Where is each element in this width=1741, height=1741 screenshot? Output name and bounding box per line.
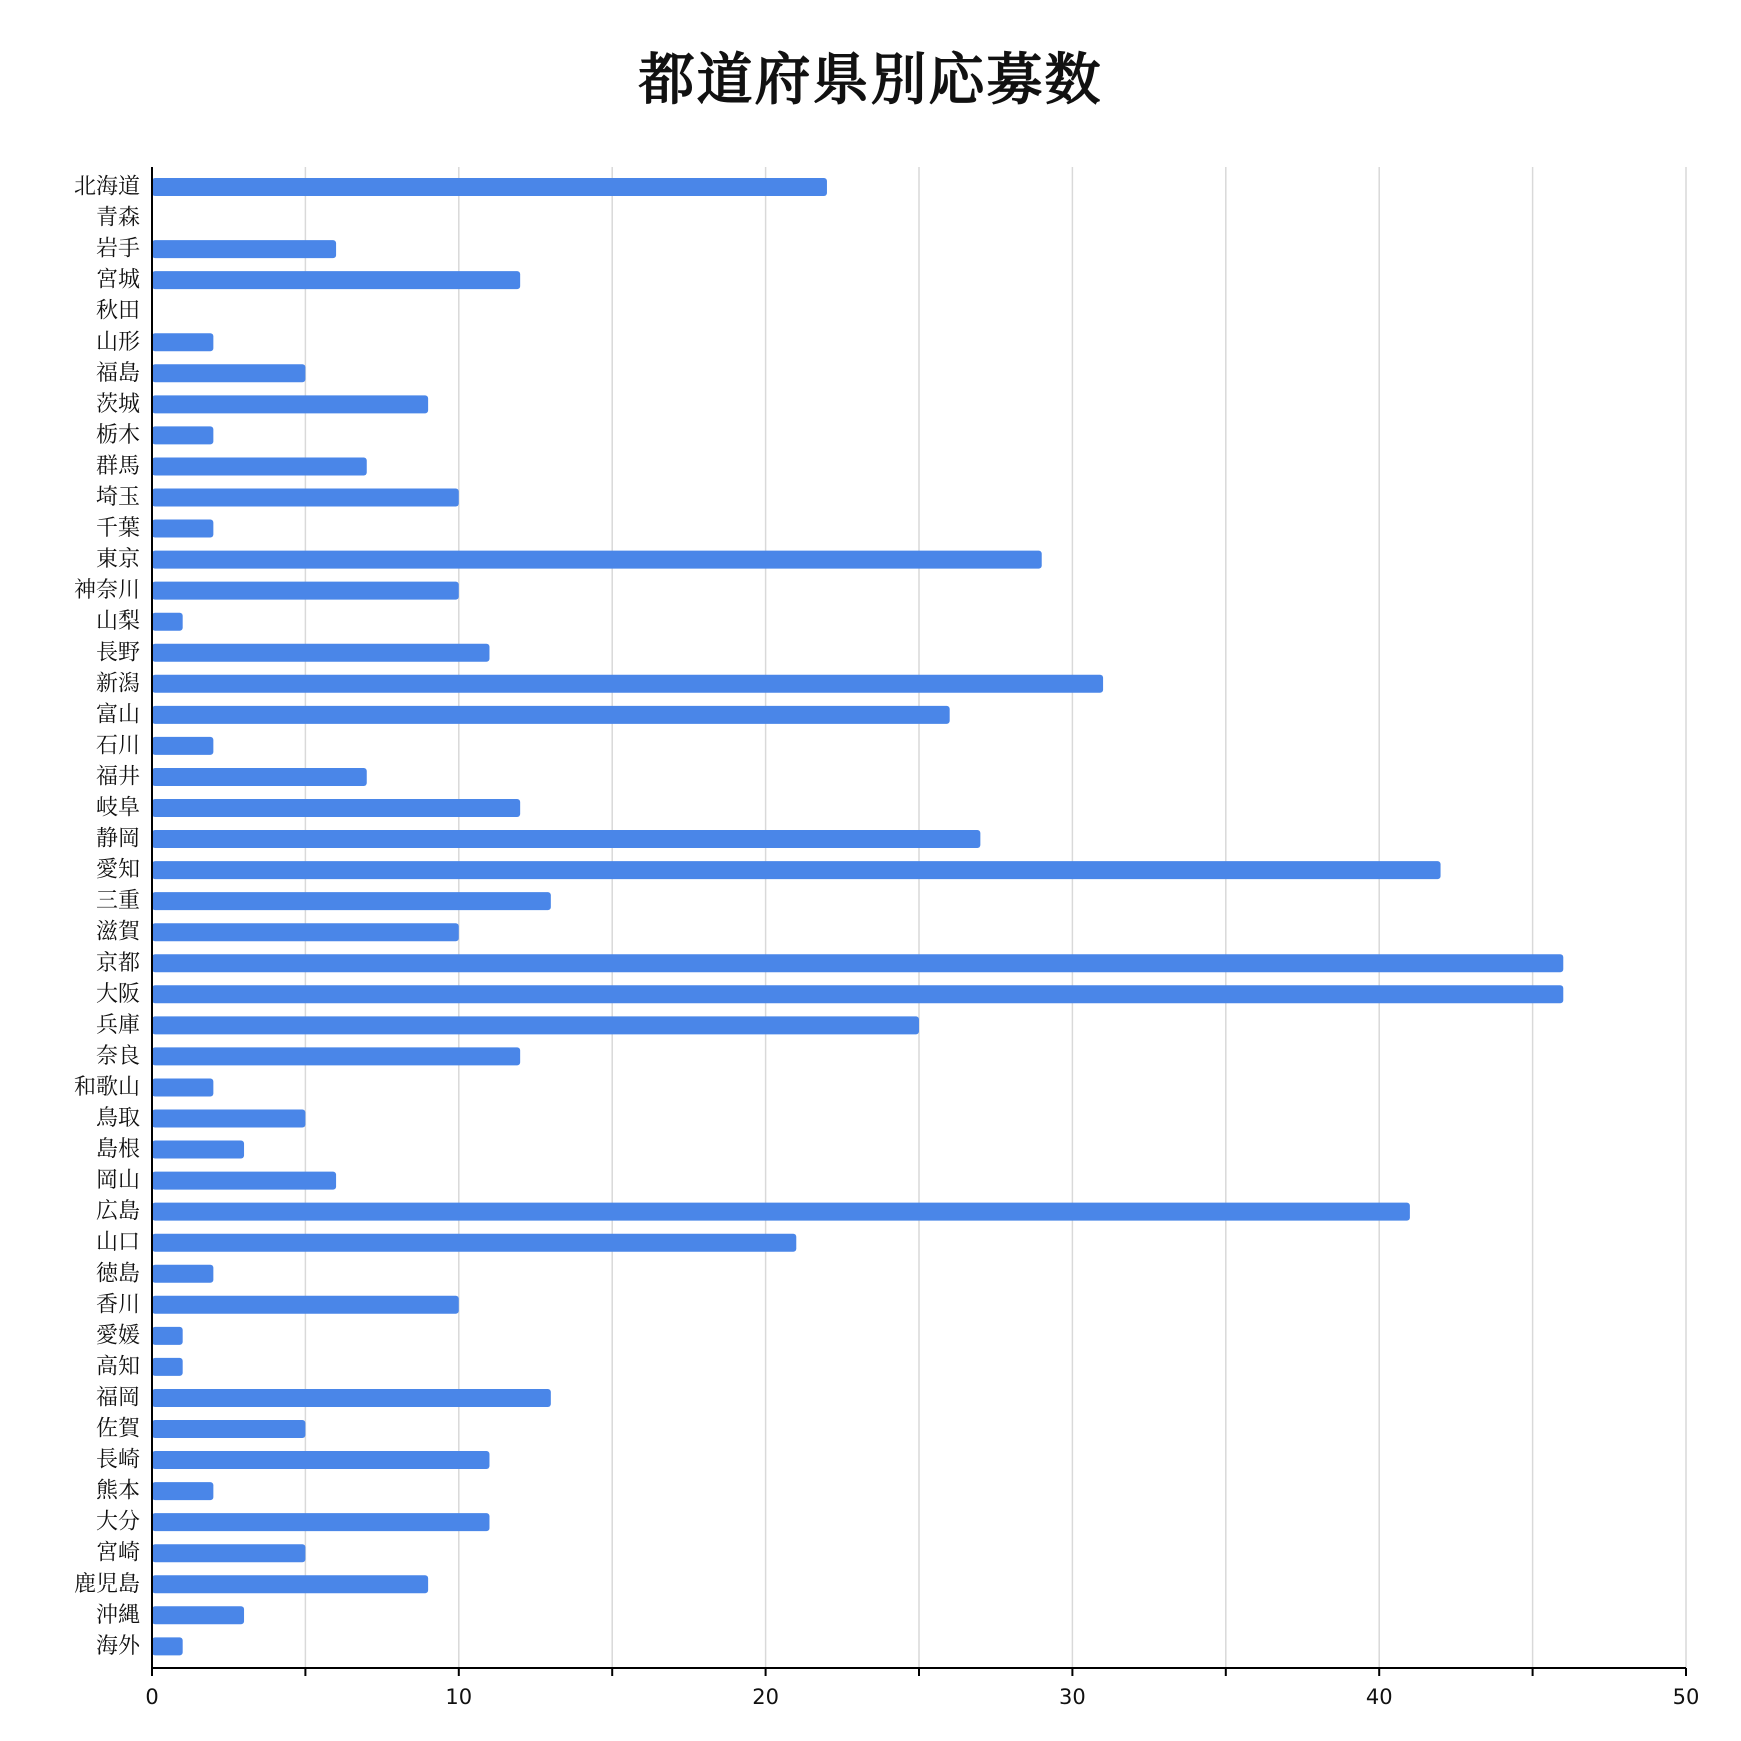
category-label: 鳥取 xyxy=(95,1106,140,1131)
category-label: 山梨 xyxy=(95,609,140,635)
bar-福島 xyxy=(152,364,305,382)
category-label: 広島 xyxy=(95,1199,140,1225)
category-label: 岡山 xyxy=(95,1168,140,1194)
bar-熊本 xyxy=(152,1482,213,1500)
category-label: 茨城 xyxy=(95,391,140,417)
grid-layer xyxy=(305,167,1686,1668)
x-tick-label: 0 xyxy=(145,1685,159,1709)
bar-岐阜 xyxy=(152,799,520,817)
category-label: 海外 xyxy=(95,1633,140,1659)
category-label: 鹿児島 xyxy=(73,1571,140,1597)
bar-栃木 xyxy=(152,426,213,444)
bar-海外 xyxy=(152,1637,183,1655)
bar-新潟 xyxy=(152,675,1103,693)
bar-群馬 xyxy=(152,457,367,475)
category-label: 静岡 xyxy=(95,826,140,852)
category-label: 福島 xyxy=(95,360,140,386)
category-label: 島根 xyxy=(95,1137,140,1163)
category-label: 愛媛 xyxy=(95,1323,140,1349)
bar-岡山 xyxy=(152,1172,336,1190)
category-label: 東京 xyxy=(95,547,140,573)
category-label: 山形 xyxy=(95,329,140,355)
category-label: 愛知 xyxy=(95,857,140,883)
bar-高知 xyxy=(152,1358,183,1376)
category-label: 山口 xyxy=(95,1230,140,1256)
category-label: 宮城 xyxy=(95,267,140,293)
bar-大阪 xyxy=(152,985,1563,1003)
category-label: 香川 xyxy=(95,1292,140,1318)
bar-宮城 xyxy=(152,271,520,289)
category-label: 岐阜 xyxy=(95,795,140,821)
x-tick-label: 10 xyxy=(445,1685,473,1709)
bar-愛媛 xyxy=(152,1327,183,1345)
category-label: 福井 xyxy=(95,764,140,790)
category-label: 滋賀 xyxy=(95,919,140,945)
bar-和歌山 xyxy=(152,1078,213,1096)
bar-福岡 xyxy=(152,1389,551,1407)
bar-神奈川 xyxy=(152,582,459,600)
bar-山形 xyxy=(152,333,213,351)
bar-岩手 xyxy=(152,240,336,258)
category-label: 青森 xyxy=(95,205,140,231)
category-label: 石川 xyxy=(95,733,140,759)
category-label: 熊本 xyxy=(95,1478,140,1504)
category-label: 岩手 xyxy=(95,236,140,262)
x-tick-label: 40 xyxy=(1365,1685,1393,1709)
bar-愛知 xyxy=(152,861,1441,879)
category-label: 福岡 xyxy=(95,1385,140,1411)
bar-滋賀 xyxy=(152,923,459,941)
bar-千葉 xyxy=(152,520,213,538)
category-label-layer xyxy=(74,175,142,1659)
category-label: 沖縄 xyxy=(95,1602,140,1628)
category-label: 新潟 xyxy=(95,671,140,697)
bar-石川 xyxy=(152,737,213,755)
bar-徳島 xyxy=(152,1265,213,1283)
bar-茨城 xyxy=(152,395,428,413)
bar-佐賀 xyxy=(152,1420,305,1438)
bar-香川 xyxy=(152,1296,459,1314)
bar-鳥取 xyxy=(152,1110,305,1128)
bar-山梨 xyxy=(152,613,183,631)
bar-奈良 xyxy=(152,1047,520,1065)
category-label: 佐賀 xyxy=(95,1416,140,1442)
category-label: 高知 xyxy=(95,1354,140,1380)
bar-宮崎 xyxy=(152,1544,305,1562)
bar-山口 xyxy=(152,1234,796,1252)
bar-埼玉 xyxy=(152,489,459,507)
category-label: 千葉 xyxy=(95,516,140,542)
category-label: 神奈川 xyxy=(73,578,140,604)
bar-富山 xyxy=(152,706,950,724)
bar-京都 xyxy=(152,954,1563,972)
bar-福井 xyxy=(152,768,367,786)
category-label: 長野 xyxy=(95,640,140,666)
x-tick-label: 30 xyxy=(1059,1685,1086,1709)
category-label: 長崎 xyxy=(95,1447,140,1473)
category-label: 徳島 xyxy=(95,1261,140,1287)
category-label: 北海道 xyxy=(73,174,140,200)
category-label: 三重 xyxy=(95,888,140,914)
category-label: 兵庫 xyxy=(95,1012,140,1038)
category-label: 栃木 xyxy=(95,422,140,448)
chart-title: 都道府県別応募数 xyxy=(638,48,1103,113)
category-label: 大分 xyxy=(95,1509,140,1535)
bar-兵庫 xyxy=(152,1016,919,1034)
category-label: 宮崎 xyxy=(95,1540,140,1566)
bar-島根 xyxy=(152,1141,244,1159)
bar-長野 xyxy=(152,644,489,662)
category-label: 奈良 xyxy=(95,1043,140,1069)
category-label: 京都 xyxy=(95,950,140,976)
bar-大分 xyxy=(152,1513,489,1531)
bar-鹿児島 xyxy=(152,1575,428,1593)
bar-長崎 xyxy=(152,1451,489,1469)
category-label: 埼玉 xyxy=(95,485,140,510)
bar-北海道 xyxy=(152,178,827,196)
category-label: 富山 xyxy=(95,702,140,728)
category-label: 和歌山 xyxy=(73,1074,140,1100)
bar-沖縄 xyxy=(152,1606,244,1624)
x-tick-label: 50 xyxy=(1672,1685,1700,1709)
bar-三重 xyxy=(152,892,551,910)
category-label: 秋田 xyxy=(95,298,140,324)
bar-広島 xyxy=(152,1203,1410,1221)
category-label: 大阪 xyxy=(95,981,140,1007)
bar-東京 xyxy=(152,551,1042,569)
bar-静岡 xyxy=(152,830,980,848)
x-tick-label: 20 xyxy=(752,1685,779,1709)
bar-layer xyxy=(152,178,1563,1655)
category-label: 群馬 xyxy=(95,453,140,479)
